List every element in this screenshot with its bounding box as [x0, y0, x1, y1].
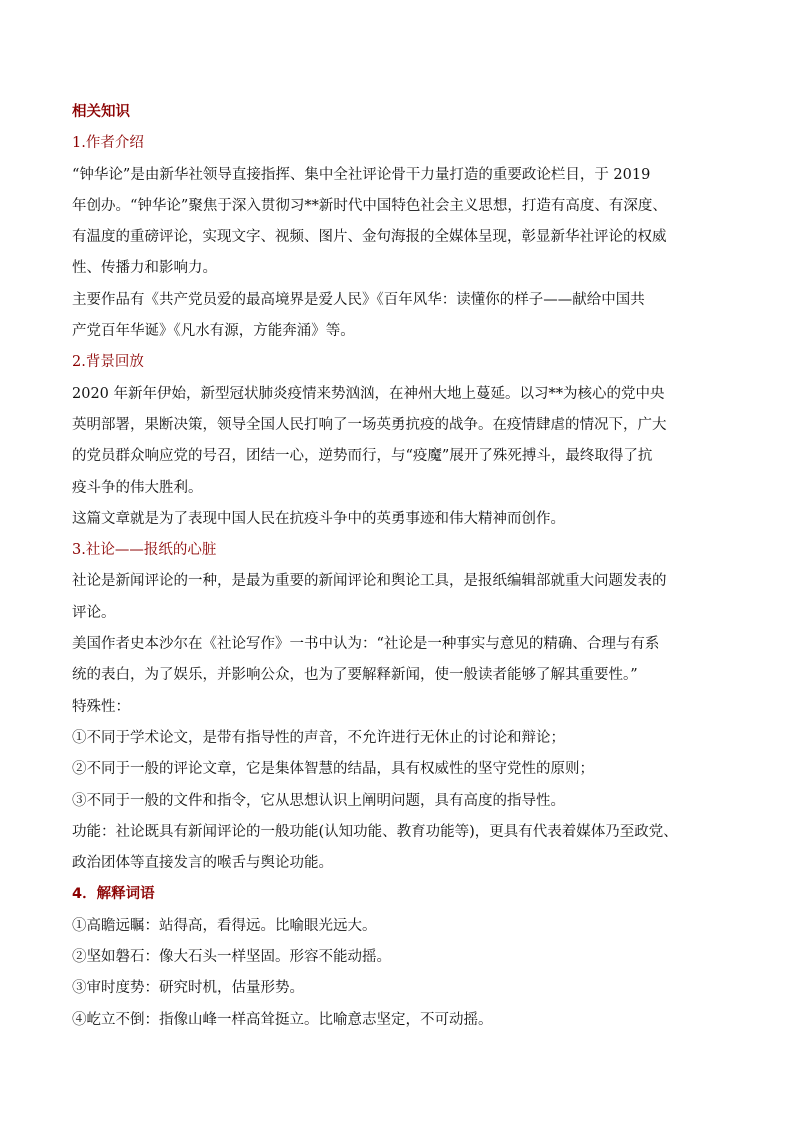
paragraph — [72, 566, 732, 629]
text-line: 的党员群众响应党的号召，团结一心，逆势而行，与“疫魔”展开了殊死搏斗，最终取得了抗 — [72, 448, 653, 465]
text-line: 统的表白，为了娱乐，并影响公众，也为了要解释新闻，使一般读者能够了解其重要性。” — [72, 667, 638, 684]
text-line: ①高瞻远瞩：站得高，看得远。比喻眼光远大。 — [72, 917, 377, 934]
text-line: 2020 年新年伊始，新型冠状肺炎疫情来势汹汹，在神州大地上蔓延。以习**为核心的党中央 — [72, 385, 665, 402]
text-line: 疫斗争的伟大胜利。 — [72, 479, 203, 496]
text-line: 英明部署，果断决策，领导全国人民打响了一场英勇抗疫的战争。在疫情肆虐的情况下，广大 — [72, 416, 667, 433]
document-page — [72, 97, 732, 1036]
list-item — [72, 973, 732, 1004]
paragraph — [72, 817, 732, 880]
text-line: 产党百年华诞》《凡水有源，方能奔涌》等。 — [72, 323, 355, 340]
paragraph — [72, 160, 732, 285]
text-line: ③审时度势：研究时机，估量形势。 — [72, 980, 304, 997]
text-line: 这篇文章就是为了表现中国人民在抗疫斗争中的英勇事迹和伟大精神而创作。 — [72, 510, 565, 527]
text-line: ③不同于一般的文件和指令，它从思想认识上阐明问题，具有高度的指导性。 — [72, 792, 565, 809]
section-title-background: 2.背景回放 — [72, 354, 144, 371]
text-line: 有温度的重磅评论，实现文字、视频、图片、金句海报的全媒体呈现，彰显新华社评论的权威 — [72, 229, 667, 246]
section-title-vocabulary: 4．解释词语 — [72, 886, 155, 903]
text-line: 政治团体等直接发言的喉舌与舆论功能。 — [72, 855, 333, 872]
list-item — [72, 942, 732, 973]
paragraph — [72, 379, 732, 504]
paragraph — [72, 504, 732, 535]
text-line: 美国作者史本沙尔在《社论写作》一书中认为：“社论是一种事实与意见的精确、合理与有系 — [72, 636, 660, 653]
section-title-author: 1.作者介绍 — [72, 135, 144, 152]
paragraph — [72, 285, 732, 348]
text-line: ④屹立不倒：指像山峰一样高耸挺立。比喻意志坚定，不可动摇。 — [72, 1011, 493, 1028]
text-line: ①不同于学术论文，是带有指导性的声音，不允许进行无休止的讨论和辩论； — [72, 729, 565, 746]
text-line: 社论是新闻评论的一种，是最为重要的新闻评论和舆论工具，是报纸编辑部就重大问题发表的 — [72, 573, 667, 590]
text-line: 年创办。“钟华论”聚焦于深入贯彻习**新时代中国特色社会主义思想，打造有高度、有深度、 — [72, 197, 667, 214]
section-title-editorial: 3.社论——报纸的心脏 — [72, 542, 217, 559]
paragraph — [72, 692, 732, 723]
text-line: ②坚如磐石：像大石头一样坚固。形容不能动摇。 — [72, 949, 391, 966]
paragraph — [72, 629, 732, 692]
text-line: 特殊性： — [72, 698, 130, 715]
text-line: 性、传播力和影响力。 — [72, 260, 217, 277]
list-item — [72, 1005, 732, 1036]
text-line: 功能：社论既具有新闻评论的一般功能(认知功能、教育功能等)，更具有代表着媒体乃至政党、 — [72, 823, 678, 840]
list-item — [72, 911, 732, 942]
text-line: 评论。 — [72, 604, 116, 621]
text-line: 主要作品有《共产党员爱的最高境界是爱人民》《百年风华：读懂你的样子——献给中国共 — [72, 291, 645, 308]
text-line: “钟华论”是由新华社领导直接指挥、集中全社评论骨干力量打造的重要政论栏目，于 2019 — [72, 166, 651, 183]
list-item — [72, 754, 732, 785]
list-item — [72, 786, 732, 817]
text-line: ②不同于一般的评论文章，它是集体智慧的结晶，具有权威性的坚守党性的原则； — [72, 761, 594, 778]
list-item — [72, 723, 732, 754]
main-heading: 相关知识 — [72, 104, 130, 120]
